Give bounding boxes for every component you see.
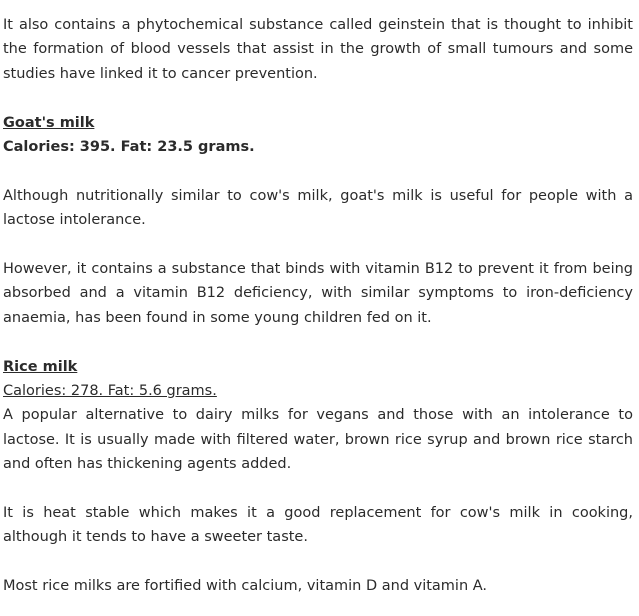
goats-milk-paragraph-1: Although nutritionally similar to cow's milk, goat's milk is useful for people with a lactose intolerance.	[3, 187, 633, 229]
goats-milk-stats: Calories: 395. Fat: 23.5 grams.	[3, 139, 255, 156]
goats-milk-header-block	[3, 111, 633, 160]
intro-paragraph: It also contains a phytochemical substance called geinstein that is thought to inhibit the formation of blood vessels that assist in the growth of small tumours and some studies have linked it to cancer prevention.	[3, 17, 633, 82]
rice-milk-paragraph-3: Most rice milks are fortified with calcium, vitamin D and vitamin A.	[3, 578, 488, 595]
article-body	[3, 13, 633, 599]
rice-milk-heading: Rice milk	[3, 358, 78, 375]
goats-milk-heading: Goat's milk	[3, 114, 95, 131]
rice-milk-stats: Calories: 278. Fat: 5.6 grams.	[3, 383, 217, 400]
goats-milk-paragraph-2: However, it contains a substance that binds with vitamin B12 to prevent it from being absorbed and a vitamin B12 deficiency, with similar symptoms to iron-deficiency anaemia, has been found in some young children fed on it.	[3, 261, 633, 326]
rice-milk-header-block	[3, 355, 633, 477]
rice-milk-paragraph-1: A popular alternative to dairy milks for vegans and those with an intolerance to lactose. It is usually made with filtered water, brown rice syrup and brown rice starch and often has thickening agents added.	[3, 407, 633, 473]
rice-milk-paragraph-2: It is heat stable which makes it a good replacement for cow's milk in cooking, although it tends to have a sweeter taste.	[3, 505, 633, 546]
